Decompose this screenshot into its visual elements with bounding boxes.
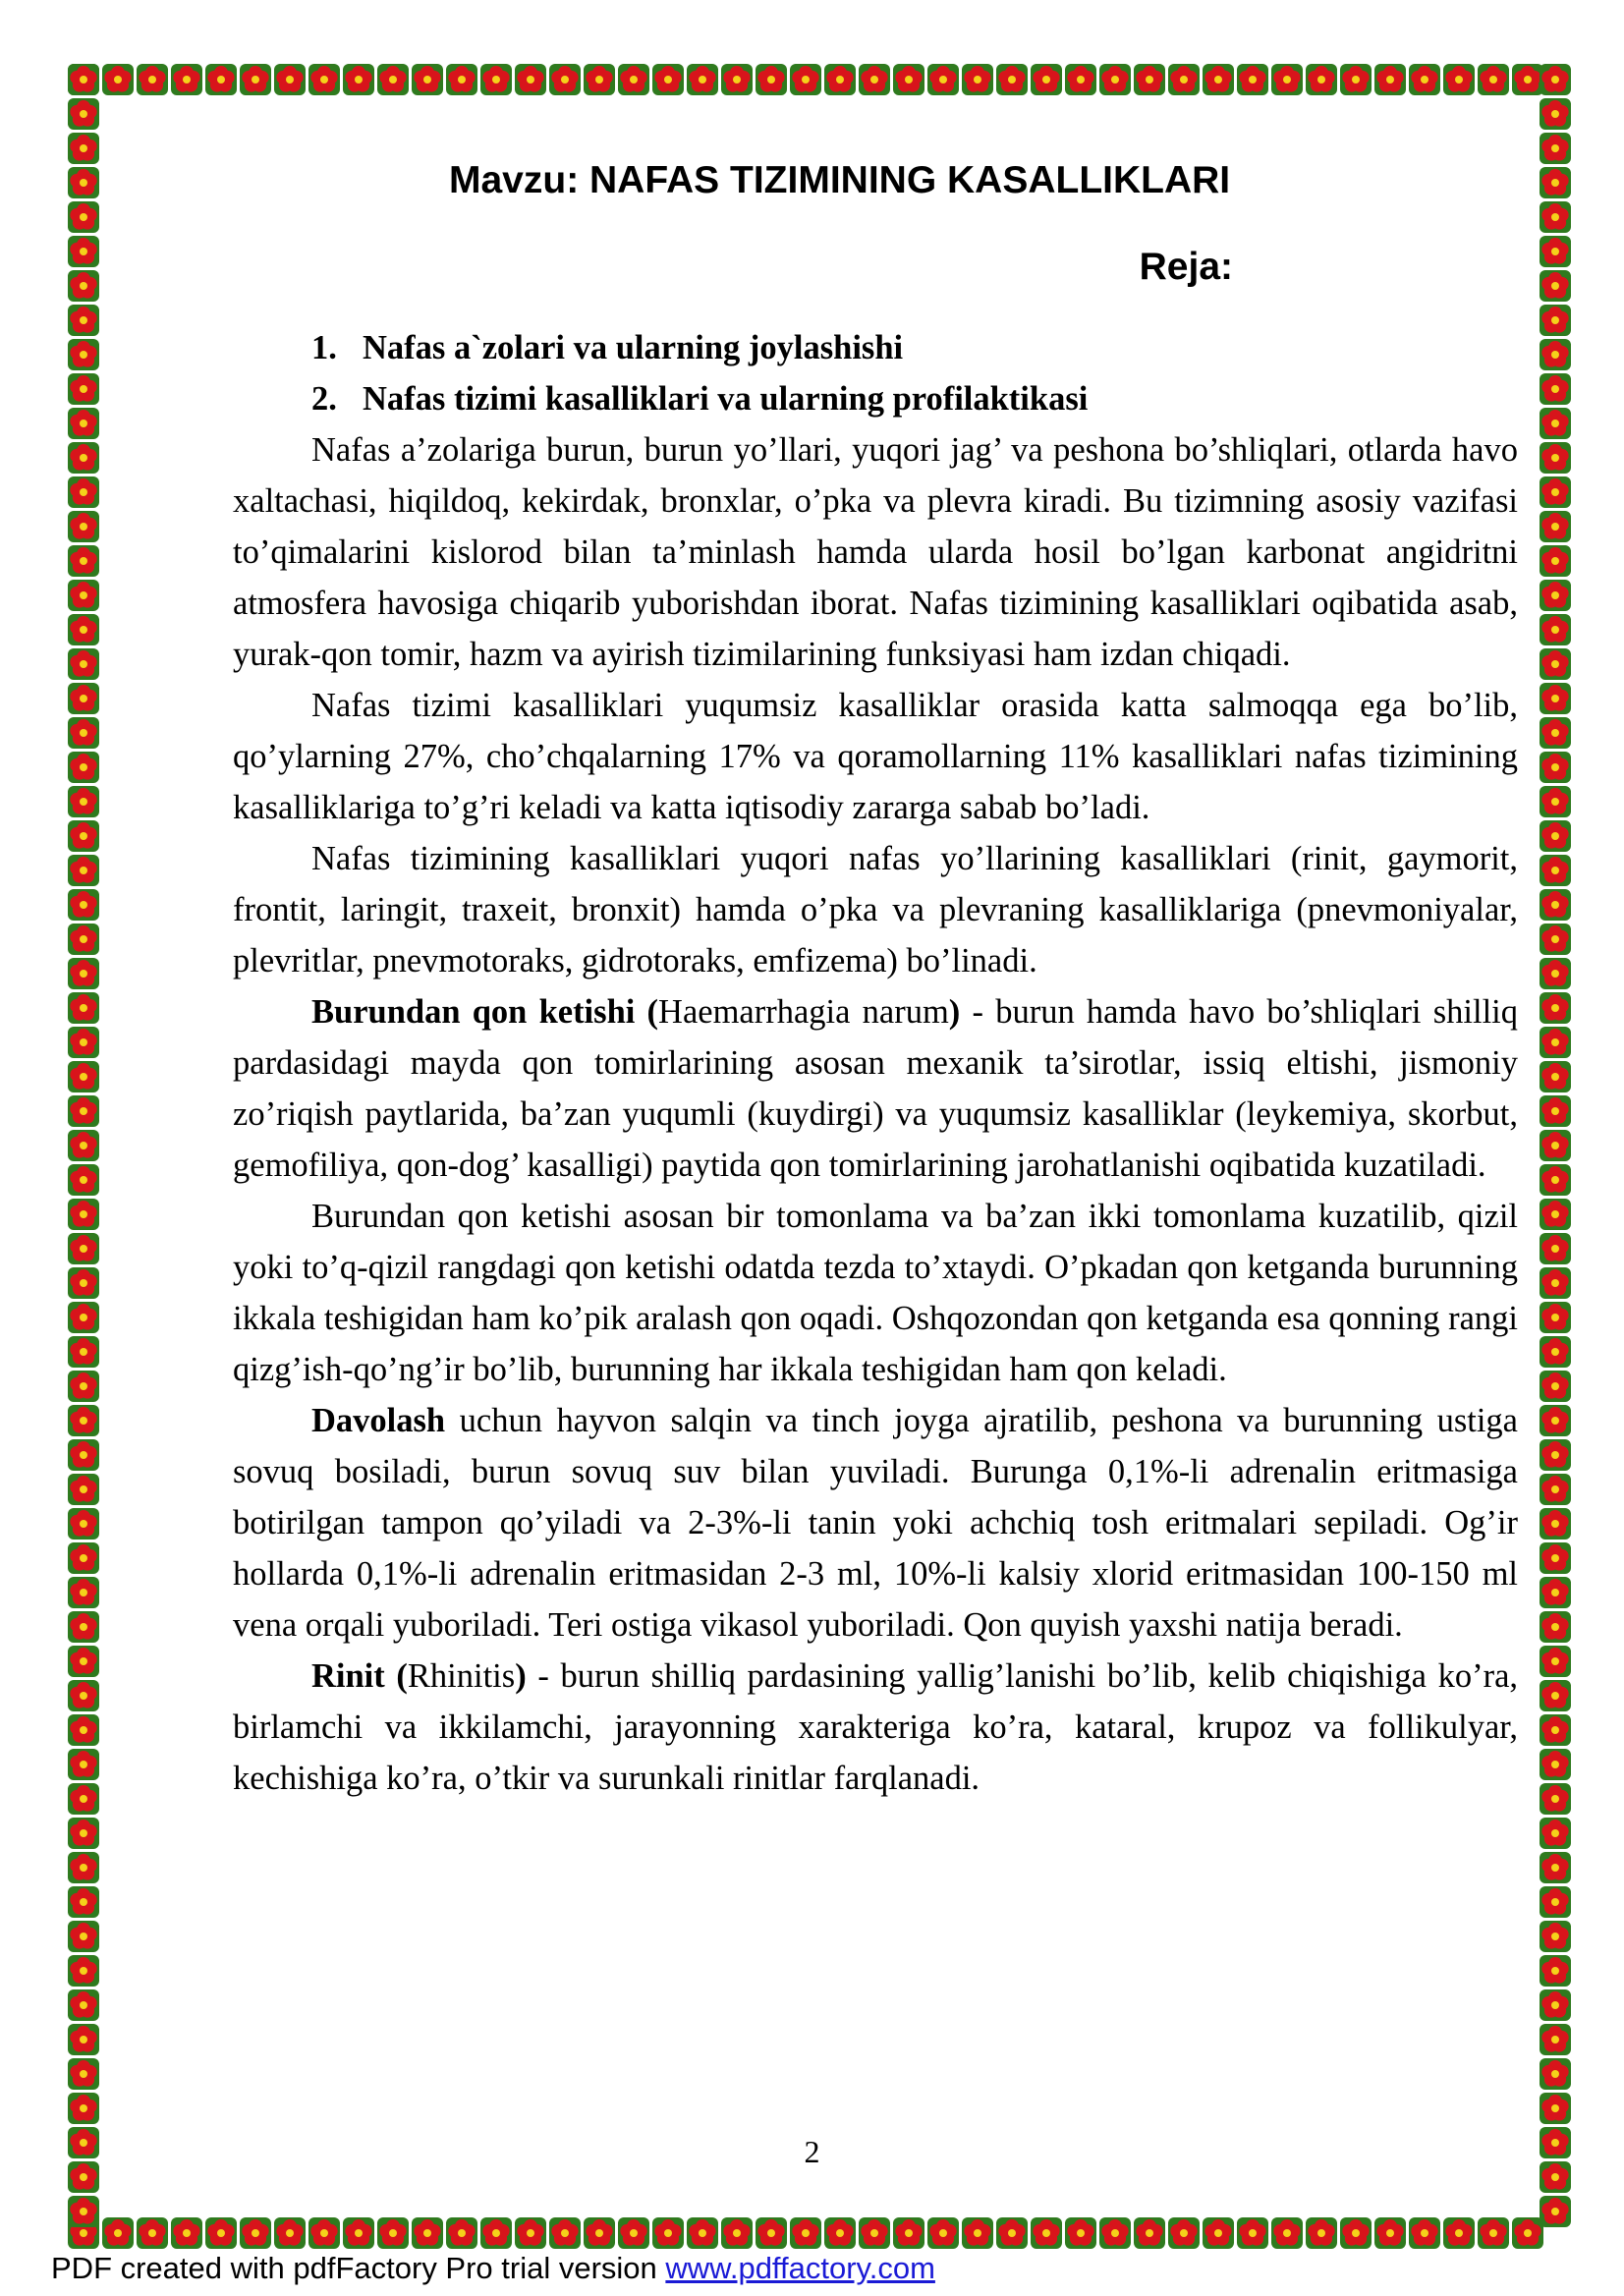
paragraph: Davolash uchun hayvon salqin va tinch joyga ajratilib, peshona va burunning ustiga sovuq bosiladi, burun sovuq suv bilan yuviladi. Burunga 0,1%-li adrenalin eritmasiga botirilgan tampon qo’yiladi va 2-3%-li tanin yoki achchiq tosh eritmalari sepiladi. Og’ir hollarda 0,1%-li adrenalin eritmasidan 2-3 ml, 10%-li kalsiy xlorid eritmasidan 100-150 ml vena orqali yuboriladi. Teri ostiga vikasol yuboriladi. Qon quyish yaxshi natija beradi. [233,1402,1518,1644]
flower-icon [68,408,99,439]
flower-icon [721,2217,753,2249]
flower-icon [68,270,99,302]
flower-icon [962,2217,993,2249]
flower-icon [68,1852,99,1883]
flower-icon [446,2217,477,2249]
flower-icon [68,1199,99,1230]
flower-icon [1540,1061,1571,1092]
flower-icon [1540,1818,1571,1849]
flower-icon [1540,1302,1571,1333]
flower-icon [1203,2217,1234,2249]
flower-icon [1540,236,1571,267]
flower-icon [1540,1027,1571,1058]
flower-icon [68,98,99,130]
flower-icon [962,64,993,95]
flower-icon [68,1371,99,1402]
flower-icon [1134,2217,1165,2249]
paragraph: Nafas tizimi kasalliklari yuqumsiz kasalliklar orasida katta salmoqqa ega bo’lib, qo’ylarning 27%, cho’chqalarning 17% va qoramollarning 11% kasalliklari nafas tizimining kasalliklariga to’g’ri keladi va katta iqtisodiy zararga sabab bo’ladi. [233,687,1518,826]
flower-icon [240,64,271,95]
flower-icon [790,2217,821,2249]
pdf-creator-note: PDF created with pdfFactory Pro trial version www.pdffactory.com [51,2251,935,2285]
flower-icon [1374,2217,1406,2249]
flower-icon [68,1302,99,1333]
flower-icon [343,64,374,95]
flower-icon [1540,1439,1571,1471]
flower-icon [68,1542,99,1574]
flower-icon [1340,2217,1372,2249]
flower-icon [68,1611,99,1643]
flower-icon [68,442,99,474]
flower-icon [68,992,99,1024]
flower-icon [1271,64,1303,95]
flower-icon [274,64,306,95]
flower-icon [68,236,99,267]
flower-icon [1540,1611,1571,1643]
decorative-border-right [1537,61,1574,2252]
flower-icon [68,1646,99,1677]
flower-icon [68,373,99,405]
flower-icon [927,2217,959,2249]
flower-icon [1306,64,1337,95]
flower-icon [1540,855,1571,886]
flower-icon [68,614,99,645]
flower-icon [1540,1852,1571,1883]
flower-icon [205,2217,237,2249]
flower-icon [68,1130,99,1161]
flower-icon [859,64,890,95]
flower-icon [68,958,99,989]
paragraph: Rinit (Rhinitis) - burun shilliq pardasining yallig’lanishi bo’lib, kelib chiqishiga ko’ra, birlamchi va ikkilamchi, jarayonning xarakteriga ko’ra, kataral, krupoz va follikulyar, kechishiga ko’ra, o’tkir va surunkali rinitlar farqlanadi. [233,1657,1519,1797]
flower-icon [1540,752,1571,783]
flower-icon [171,2217,202,2249]
plan-list [233,322,1518,424]
flower-icon [68,1680,99,1711]
flower-icon [1540,1749,1571,1780]
flower-icon [687,64,718,95]
flower-icon [68,683,99,714]
flower-icon [1478,64,1509,95]
flower-icon [1540,1955,1571,1987]
flower-icon [68,1921,99,1952]
flower-icon [68,1095,99,1127]
flower-icon [1099,64,1131,95]
flower-icon [1271,2217,1303,2249]
flower-icon [1540,958,1571,989]
latin-term: Haemarrhagia narum [658,993,949,1031]
flower-icon [68,2196,99,2227]
flower-icon [652,64,684,95]
flower-icon [1540,1405,1571,1436]
flower-icon [1540,1474,1571,1505]
flower-icon [893,64,924,95]
flower-icon [68,476,99,508]
flower-icon [68,1027,99,1058]
flower-icon [68,1818,99,1849]
term-heading: Davolash [311,1402,446,1439]
flower-icon [515,2217,546,2249]
flower-icon [68,1164,99,1196]
flower-icon [274,2217,306,2249]
flower-icon [1540,717,1571,749]
flower-icon [652,2217,684,2249]
flower-icon [1374,64,1406,95]
flower-icon [1540,2058,1571,2090]
flower-icon [756,64,787,95]
flower-icon [68,1439,99,1471]
flower-icon [1540,1921,1571,1952]
flower-icon [1540,2196,1571,2227]
flower-icon [1540,1164,1571,1196]
flower-icon [1540,2024,1571,2055]
flower-icon [68,752,99,783]
flower-icon [68,339,99,370]
flower-icon [1306,2217,1337,2249]
flower-icon [1540,545,1571,577]
flower-icon [1540,373,1571,405]
flower-icon [446,64,477,95]
flower-icon [68,1336,99,1368]
flower-icon [1540,1199,1571,1230]
flower-icon [1540,1577,1571,1608]
flower-icon [308,64,340,95]
page-number: 2 [804,2134,820,2169]
flower-icon [1540,511,1571,542]
flower-icon [1540,98,1571,130]
flower-icon [412,64,443,95]
flower-icon [1540,889,1571,921]
flower-icon [1065,2217,1096,2249]
flower-icon [1443,2217,1475,2249]
flower-icon [790,64,821,95]
decorative-border-left [65,61,102,2252]
flower-icon [1540,1542,1571,1574]
flower-icon [1168,64,1200,95]
flower-icon [205,64,237,95]
flower-icon [618,64,649,95]
flower-icon [515,64,546,95]
flower-icon [1540,924,1571,955]
plan-item: 1. Nafas a`zolari va ularning joylashishi [311,329,904,366]
flower-icon [68,511,99,542]
flower-icon [1409,64,1440,95]
flower-icon [68,545,99,577]
flower-icon [68,1955,99,1987]
flower-icon [137,64,168,95]
flower-icon [927,64,959,95]
flower-icon [1099,2217,1131,2249]
flower-icon [1031,2217,1062,2249]
flower-icon [1540,1267,1571,1299]
flower-icon [1237,64,1268,95]
paragraph: Nafas tizimining kasalliklari yuqori nafas yo’llarining kasalliklari (rinit, gaymorit, frontit, laringit, traxeit, bronxit) hamda o’pka va plevraning kasalliklariga (pnevmoniyalar, plevritlar, pnevmotoraks, gidrotoraks, emfizema) bo’linadi. [233,840,1518,980]
flower-icon [721,64,753,95]
flower-icon [996,64,1028,95]
flower-icon [1540,1336,1571,1368]
flower-icon [1540,1130,1571,1161]
flower-icon [68,924,99,955]
decorative-border-bottom [65,2214,1574,2252]
flower-icon [1203,64,1234,95]
flower-icon [1540,614,1571,645]
paragraph: Burundan qon ketishi (Haemarrhagia narum) - burun hamda havo bo’shliqlari shilliq pardasidagi mayda qon tomirlarining asosan mexanik ta’sirotlar, issiq eltishi, jismoniy zo’riqish paytlarida, ba’zan yuqumli (kuydirgi) va yuqumsiz kasalliklar (leykemiya, skorbut, gemofiliya, qon-dog’ kasalligi) paytida qon tomirlarining jarohatlanishi oqibatida kuzatiladi. [233,993,1518,1184]
flower-icon [68,717,99,749]
flower-icon [1540,2093,1571,2124]
flower-icon [68,64,99,95]
flower-icon [996,2217,1028,2249]
flower-icon [68,1989,99,2021]
flower-icon [687,2217,718,2249]
flower-icon [308,2217,340,2249]
flower-icon [480,2217,512,2249]
flower-icon [68,820,99,852]
flower-icon [68,889,99,921]
flower-icon [1540,64,1571,95]
flower-icon [68,201,99,233]
flower-icon [549,64,581,95]
plan-item: 2. Nafas tizimi kasalliklari va ularning profilaktikasi [311,380,1089,418]
flower-icon [1409,2217,1440,2249]
flower-icon [68,305,99,336]
flower-icon [68,1508,99,1540]
flower-icon [68,1474,99,1505]
flower-icon [1540,1095,1571,1127]
flower-icon [1540,648,1571,680]
flower-icon [1540,1646,1571,1677]
flower-icon [584,64,615,95]
flower-icon [68,786,99,817]
flower-icon [1540,683,1571,714]
plan-heading: Reja: [1139,246,1233,288]
term-heading: Burundan qon ketishi ( [311,993,659,1031]
flower-icon [68,855,99,886]
flower-icon [68,2093,99,2124]
flower-icon [68,648,99,680]
flower-icon [412,2217,443,2249]
flower-icon [1134,64,1165,95]
flower-icon [68,580,99,611]
flower-icon [240,2217,271,2249]
flower-icon [1540,201,1571,233]
flower-icon [68,1783,99,1815]
flower-icon [171,64,202,95]
latin-term: Rhinitis [407,1657,516,1695]
document-body [233,138,1518,1804]
flower-icon [1540,442,1571,474]
flower-icon [1540,580,1571,611]
flower-icon [1540,305,1571,336]
flower-icon [68,133,99,164]
flower-icon [68,1233,99,1264]
flower-icon [377,2217,409,2249]
flower-icon [1540,476,1571,508]
flower-icon [1237,2217,1268,2249]
flower-icon [1065,64,1096,95]
flower-icon [1540,992,1571,1024]
flower-icon [1540,1714,1571,1746]
flower-icon [343,2217,374,2249]
flower-icon [102,64,134,95]
flower-icon [68,2024,99,2055]
flower-icon [1540,786,1571,817]
flower-icon [1540,339,1571,370]
flower-icon [68,2058,99,2090]
flower-icon [1540,1233,1571,1264]
flower-icon [1540,1371,1571,1402]
flower-icon [377,64,409,95]
flower-icon [1540,1680,1571,1711]
flower-icon [68,1577,99,1608]
flower-icon [859,2217,890,2249]
flower-icon [68,167,99,198]
paragraph: Burundan qon ketishi asosan bir tomonlama va ba’zan ikki tomonlama kuzatilib, qizil yoki to’q-qizil rangdagi qon ketishi odatda tezda to’xtaydi. O’pkadan qon ketganda burunning ikkala teshigidan ham ko’pik aralash qon oqadi. Oshqozondan qon ketganda esa qonning rangi qizg’ish-qo’ng’ir bo’lib, burunning har ikkala teshigidan ham qon keladi. [233,1198,1518,1388]
flower-icon [68,1749,99,1780]
flower-icon [1540,1989,1571,2021]
flower-icon [68,1405,99,1436]
flower-icon [137,2217,168,2249]
flower-icon [824,2217,856,2249]
flower-icon [1540,1783,1571,1815]
flower-icon [1540,408,1571,439]
decorative-border-top [65,61,1574,98]
flower-icon [584,2217,615,2249]
flower-icon [618,2217,649,2249]
flower-icon [68,1267,99,1299]
flower-icon [893,2217,924,2249]
flower-icon [1540,133,1571,164]
flower-icon [480,64,512,95]
flower-icon [1478,2217,1509,2249]
paragraph: Nafas a’zolariga burun, burun yo’llari, yuqori jag’ va peshona bo’shliqlari, otlarda havo xaltachasi, hiqildoq, kekirdak, bronxlar, o’pka va plevra kiradi. Bu tizimning asosiy vazifasi to’qimalarini kislorod bilan ta’minlash hamda ularda hosil bo’lgan karbonat angidritni atmosfera havosiga chiqarib yuborishdan iborat. Nafas tizimining kasalliklari oqibatida asab, yurak-qon tomir, hazm va ayirish tizimilarining funksiyasi ham izdan chiqadi. [233,431,1518,673]
page-title: Mavzu: NAFAS TIZIMINING KASALLIKLARI [449,159,1231,201]
flower-icon [1540,820,1571,852]
term-heading: Rinit ( [311,1657,408,1695]
flower-icon [1540,167,1571,198]
flower-icon [68,1714,99,1746]
flower-icon [68,1886,99,1918]
flower-icon [1031,64,1062,95]
flower-icon [102,2217,134,2249]
pdffactory-link[interactable]: www.pdffactory.com [665,2251,935,2285]
flower-icon [824,64,856,95]
flower-icon [756,2217,787,2249]
flower-icon [1540,1886,1571,1918]
flower-icon [1540,1508,1571,1540]
flower-icon [68,1061,99,1092]
flower-icon [1443,64,1475,95]
flower-icon [1168,2217,1200,2249]
flower-icon [549,2217,581,2249]
flower-icon [1540,270,1571,302]
flower-icon [1340,64,1372,95]
